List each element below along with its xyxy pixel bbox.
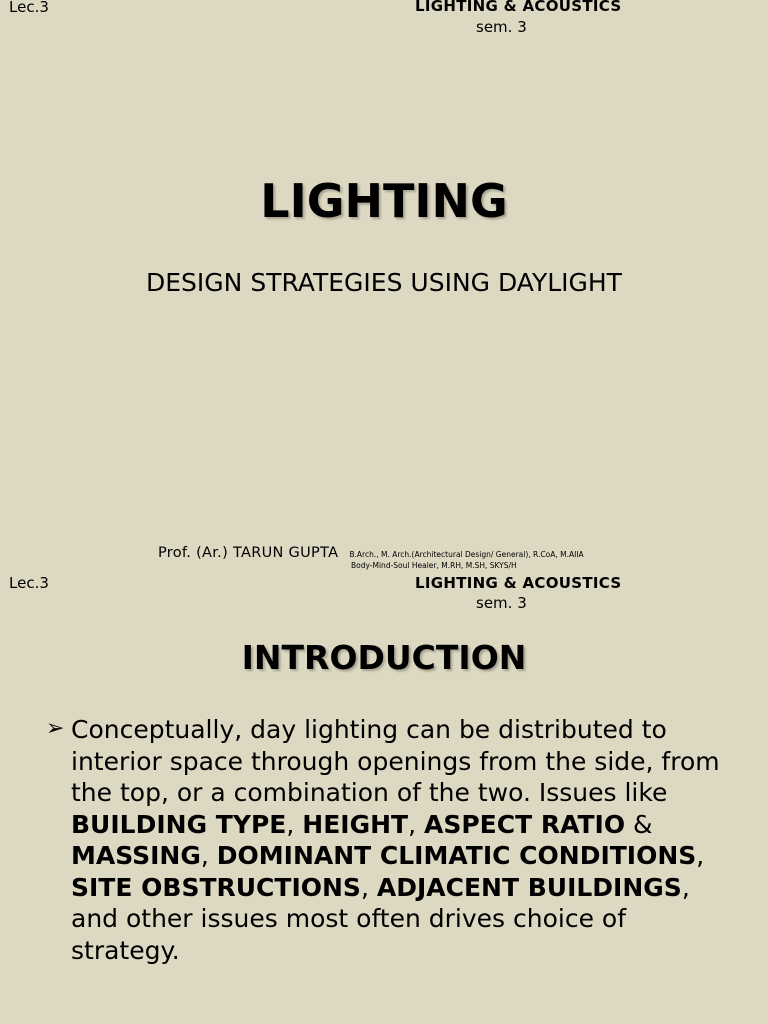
bullet-text-segment: , and other issues most often drives choice of strategy.	[71, 872, 690, 965]
bullet-text-segment: ,	[360, 872, 377, 902]
bullet-text-segment: ,	[408, 809, 424, 839]
bullet-text-segment: Conceptually, day lighting can be distributed to interior space through openings from the side, from the top, or a combination of the two. Issues like	[71, 715, 720, 807]
emphasis-building-type: BUILDING TYPE	[71, 809, 287, 839]
emphasis-site-obstructions: SITE OBSTRUCTIONS	[71, 872, 361, 902]
emphasis-aspect-ratio: ASPECT RATIO	[423, 809, 626, 839]
bullet-text-segment: ,	[200, 841, 217, 870]
author-name: Prof. (Ar.) TARUN GUPTA	[158, 545, 339, 561]
lecture-number: Lec.3	[9, 574, 49, 592]
emphasis-adjacent-buildings: ADJACENT BUILDINGS	[376, 872, 682, 902]
emphasis-height: HEIGHT	[302, 809, 409, 839]
emphasis-massing: MASSING	[71, 841, 201, 870]
course-title: LIGHTING & ACOUSTICS	[415, 574, 622, 592]
slide-subtitle: DESIGN STRATEGIES USING DAYLIGHT	[146, 268, 622, 297]
course-title: LIGHTING & ACOUSTICS	[415, 0, 622, 15]
lecture-number: Lec.3	[9, 0, 49, 16]
bullet-text-segment: ,	[696, 841, 705, 870]
semester-label: sem. 3	[476, 594, 527, 612]
bullet-text-segment: ,	[286, 809, 303, 839]
semester-label: sem. 3	[476, 18, 527, 36]
arrowhead-bullet-icon: ➢	[46, 716, 65, 741]
author-qualifications: B.Arch., M. Arch.(Architectural Design/ General), R.CoA, M.AIIA	[349, 550, 584, 559]
author-line	[158, 542, 584, 561]
bullet-text-segment: &	[625, 809, 653, 839]
slide-main-title: LIGHTING	[260, 174, 508, 228]
slide-introduction	[0, 576, 768, 1024]
section-heading: INTRODUCTION	[241, 638, 527, 677]
author-extra-qualifications: Body-Mind-Soul Healer, M.RH, M.SH, SKYS/H	[351, 561, 517, 570]
emphasis-dominant-climatic-conditions: DOMINANT CLIMATIC CONDITIONS	[216, 841, 697, 870]
bullet-text	[71, 714, 731, 966]
